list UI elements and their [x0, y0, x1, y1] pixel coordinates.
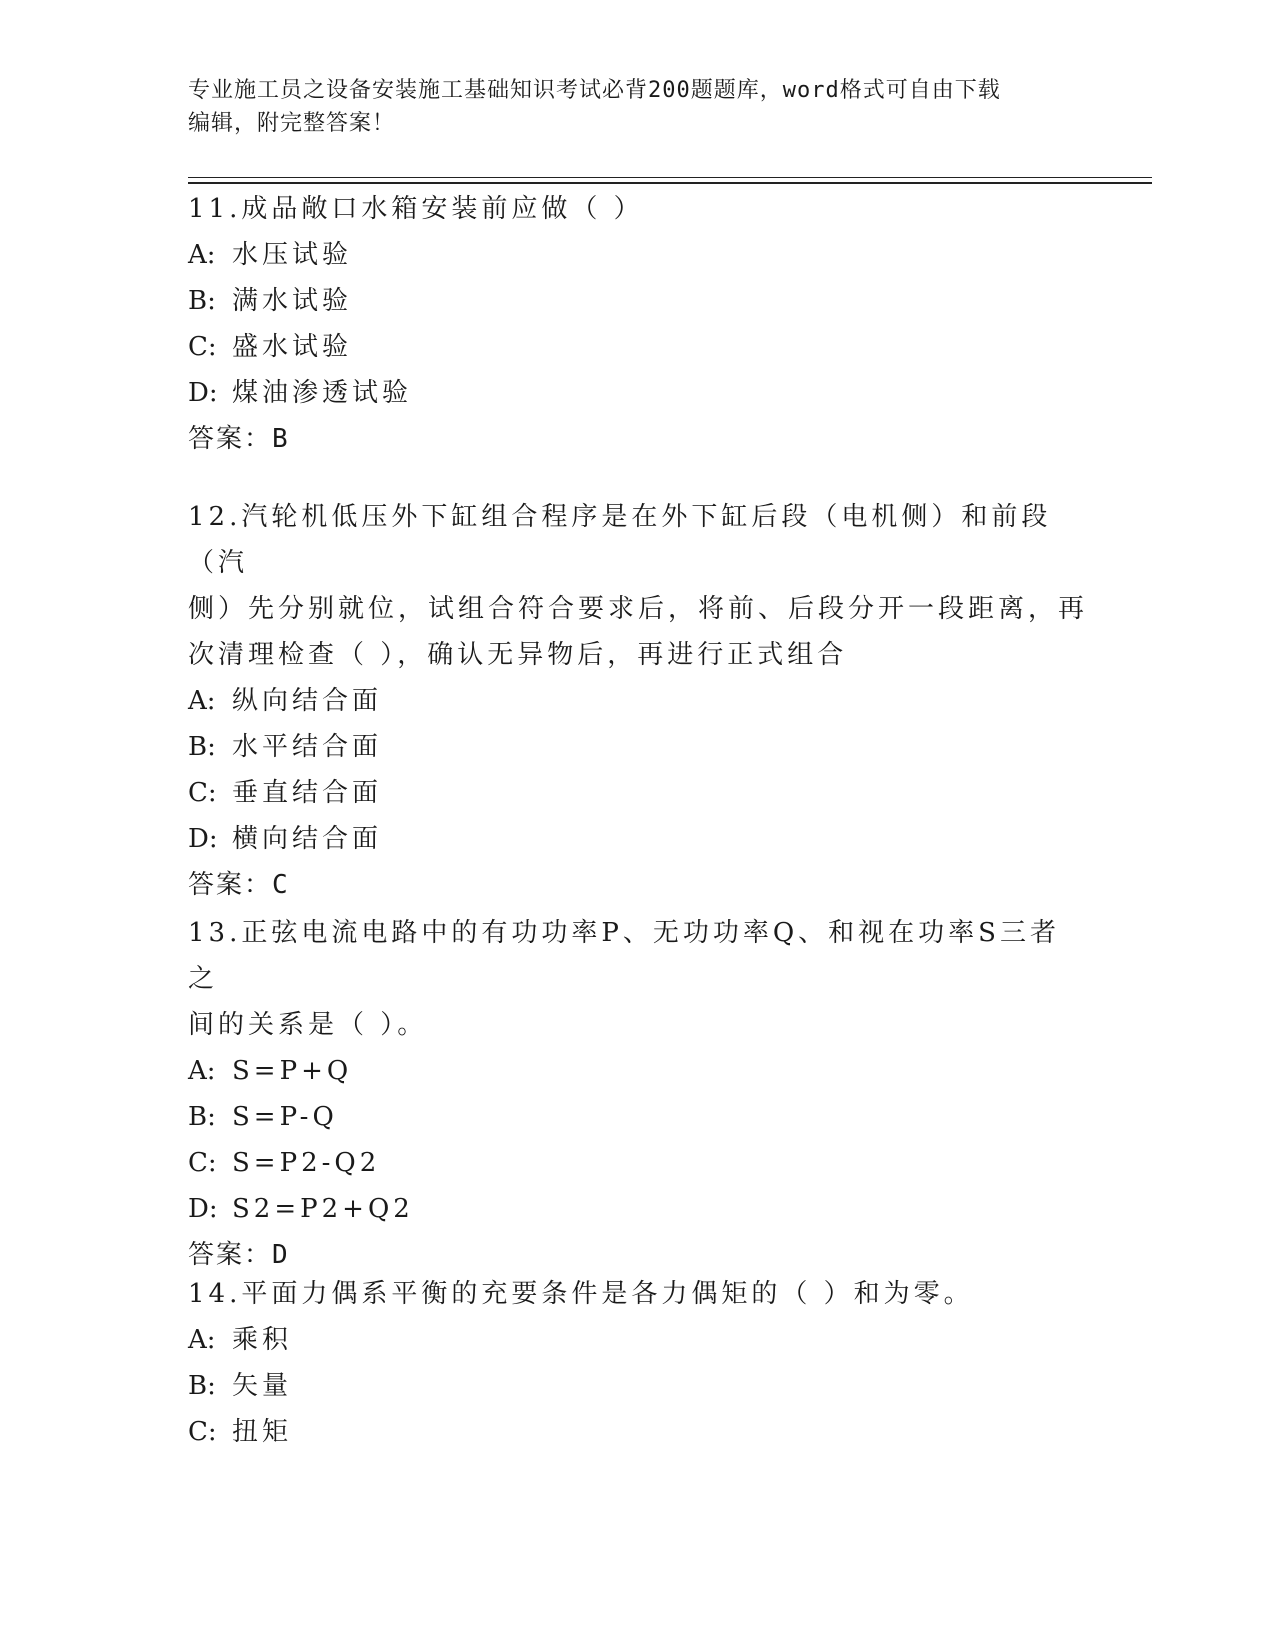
- option-letter: C:: [188, 1417, 217, 1447]
- option-letter: C:: [188, 778, 217, 808]
- question-11: [188, 186, 1088, 462]
- option-a: [188, 1317, 1088, 1363]
- answer-label: 答案：: [188, 1240, 273, 1270]
- question-14: [188, 1271, 1088, 1455]
- option-letter: C:: [188, 1148, 217, 1178]
- option-letter: D:: [188, 378, 218, 408]
- answer-label: 答案：: [188, 870, 273, 900]
- option-text: S=P+Q: [232, 1056, 353, 1086]
- option-letter: D:: [188, 1194, 218, 1224]
- option-letter: B:: [188, 732, 216, 762]
- option-letter: B:: [188, 1371, 216, 1401]
- option-d: [188, 370, 1088, 416]
- option-letter: A:: [188, 1056, 216, 1086]
- question-stem-line-2: 间的关系是（ ）。: [188, 1010, 428, 1040]
- option-letter: A:: [188, 686, 216, 716]
- option-text: 满水试验: [232, 286, 353, 316]
- question-stem-line-1: 13.正弦电流电路中的有功功率P、无功功率Q、和视在功率S三者之: [188, 918, 1060, 994]
- option-letter: C:: [188, 332, 217, 362]
- option-b: [188, 724, 1088, 770]
- document-header: [188, 74, 1068, 140]
- question-12: [188, 494, 1088, 908]
- option-a: [188, 678, 1088, 724]
- question-stem-line-3: 次清理检查（ ），确认无异物后，再进行正式组合: [188, 640, 848, 670]
- header-divider-thin: [188, 177, 1152, 178]
- option-text: 矢量: [232, 1371, 293, 1401]
- answer-value: B: [272, 424, 290, 454]
- option-c: [188, 1140, 1088, 1186]
- question-13: [188, 910, 1088, 1278]
- option-text: 煤油渗透试验: [232, 378, 413, 408]
- option-b: [188, 278, 1088, 324]
- answer-value: C: [272, 870, 290, 900]
- question-stem-line-1: 12.汽轮机低压外下缸组合程序是在外下缸后段（电机侧）和前段（汽: [188, 502, 1052, 578]
- header-line-2: 编辑，附完整答案！: [188, 111, 396, 136]
- option-text: 水压试验: [232, 240, 353, 270]
- option-d: [188, 1186, 1088, 1232]
- option-c: [188, 324, 1088, 370]
- option-text: 纵向结合面: [232, 686, 383, 716]
- header-line-1: 专业施工员之设备安装施工基础知识考试必背200题题库，word格式可自由下载: [188, 78, 1001, 103]
- question-stem: 11.成品敞口水箱安装前应做（ ）: [188, 194, 644, 224]
- option-text: S=P-Q: [232, 1102, 338, 1132]
- option-text: 乘积: [232, 1325, 293, 1355]
- option-letter: A:: [188, 1325, 216, 1355]
- option-text: S2=P2+Q2: [232, 1194, 414, 1224]
- option-letter: B:: [188, 286, 216, 316]
- option-a: [188, 1048, 1088, 1094]
- answer-label: 答案：: [188, 424, 273, 454]
- option-text: 横向结合面: [232, 824, 383, 854]
- option-text: 垂直结合面: [232, 778, 383, 808]
- option-c: [188, 770, 1088, 816]
- option-b: [188, 1094, 1088, 1140]
- answer-line: [188, 862, 1088, 908]
- option-b: [188, 1363, 1088, 1409]
- answer-value: D: [272, 1240, 290, 1270]
- option-letter: B:: [188, 1102, 216, 1132]
- question-stem: 14.平面力偶系平衡的充要条件是各力偶矩的（ ）和为零。: [188, 1279, 974, 1309]
- option-d: [188, 816, 1088, 862]
- question-stem-line-2: 侧）先分别就位，试组合符合要求后，将前、后段分开一段距离，再: [188, 594, 1089, 624]
- option-text: 扭矩: [232, 1417, 293, 1447]
- header-divider-thick: [188, 182, 1152, 184]
- option-a: [188, 232, 1088, 278]
- option-text: 水平结合面: [232, 732, 383, 762]
- answer-line: [188, 416, 1088, 462]
- option-text: S=P2-Q2: [232, 1148, 381, 1178]
- option-text: 盛水试验: [232, 332, 353, 362]
- option-c: [188, 1409, 1088, 1455]
- option-letter: D:: [188, 824, 218, 854]
- option-letter: A:: [188, 240, 216, 270]
